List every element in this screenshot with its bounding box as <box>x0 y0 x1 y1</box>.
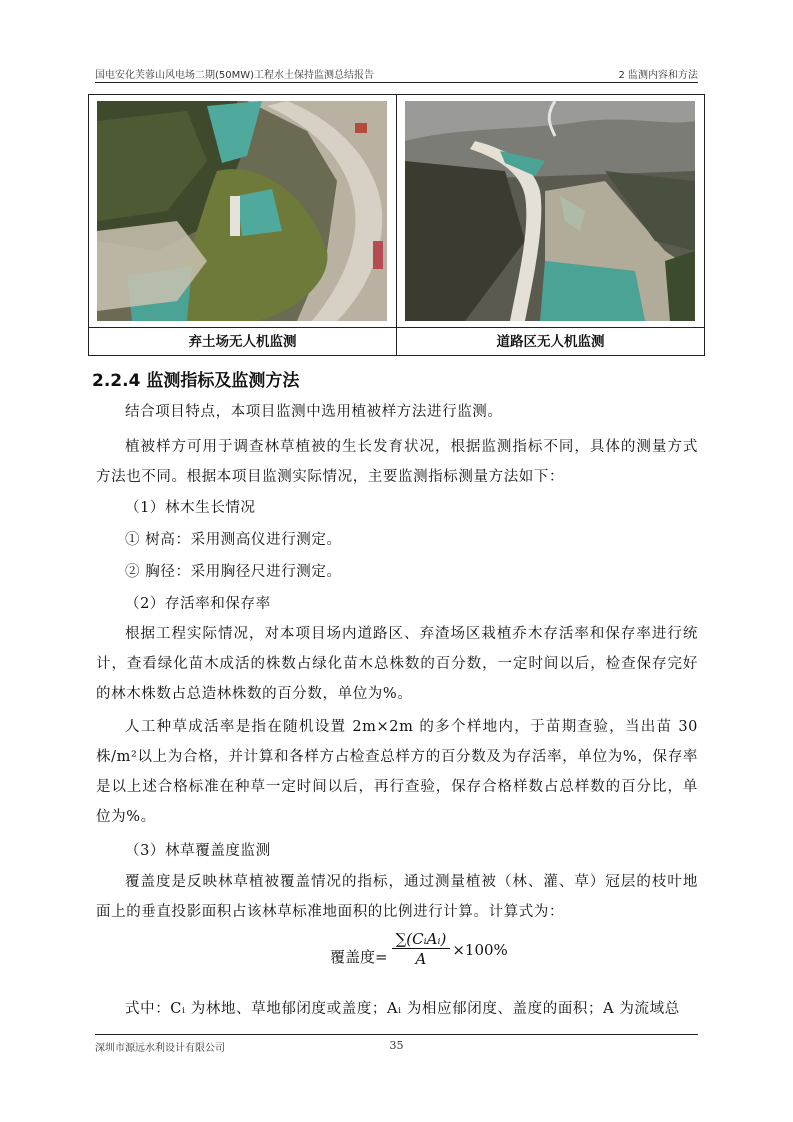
paragraph: 式中：Cᵢ 为林地、草地郁闭度或盖度；Aᵢ 为相应郁闭度、盖度的面积；A 为流域总 <box>125 1001 680 1017</box>
list-item: ② 胸径：采用胸径尺进行测定。 <box>125 564 342 580</box>
caption-cell-left <box>89 327 397 355</box>
photo-table <box>88 94 705 356</box>
coverage-formula <box>330 930 509 969</box>
list-heading: （1）林木生长情况 <box>125 500 256 516</box>
list-heading: （3）林草覆盖度监测 <box>125 843 271 859</box>
photo-cell-right <box>397 95 704 327</box>
caption-cell-right <box>397 327 704 355</box>
formula-label: 覆盖度= <box>330 948 388 966</box>
formula-denominator: A <box>415 950 427 968</box>
list-heading: （2）存活率和保存率 <box>125 596 271 612</box>
caption-road-area: 道路区无人机监测 <box>496 334 605 350</box>
road-area-drone-photo <box>405 101 695 321</box>
page-number: 35 <box>389 1039 404 1052</box>
footer-company: 深圳市源远水利设计有限公司 <box>95 1043 225 1054</box>
paragraph: 人工种草成活率是指在随机设置 2m×2m 的多个样地内，于苗期查验，当出苗 30 株/m²以上为合格，并计算和各样方占检查总样方的百分数及为存活率，单位为%，保存率是以上述合格标准在种草一定时间以后，再行查验，保存合格样数占总样数的百分比，单位为%。 <box>96 719 698 825</box>
formula-numerator: ∑(CᵢAᵢ) <box>395 930 447 948</box>
caption-spoil-site: 弃土场无人机监测 <box>188 334 297 350</box>
paragraph: 植被样方可用于调查林草植被的生长发育状况，根据监测指标不同，具体的测量方式方法也不同。根据本项目监测实际情况，主要监测指标测量方法如下： <box>96 439 698 485</box>
header-report-title: 国电安化芙蓉山风电场二期(50MW)工程水土保持监测总结报告 <box>95 70 375 81</box>
section-heading: 2.2.4 监测指标及监测方法 <box>92 371 300 391</box>
photo-cell-left <box>89 95 397 327</box>
formula-suffix: ×100% <box>452 940 508 959</box>
page-footer <box>95 1034 698 1053</box>
paragraph: 结合项目特点，本项目监测中选用植被样方法进行监测。 <box>125 404 503 420</box>
list-item: ① 树高：采用测高仪进行测定。 <box>125 532 342 548</box>
paragraph: 根据工程实际情况，对本项目场内道路区、弃渣场区栽植乔木存活率和保存率进行统计，查看绿化苗木成活的株数占绿化苗木总株数的百分数，一定时间以后，检查保存完好的林木株数占总造林株数的百分数，单位为%。 <box>96 626 698 702</box>
spoil-site-drone-photo <box>97 101 387 321</box>
page-header <box>95 64 698 83</box>
paragraph: 覆盖度是反映林草植被覆盖情况的指标，通过测量植被（林、灌、草）冠层的枝叶地面上的垂直投影面积占该林草标准地面积的比例进行计算。计算式为： <box>96 874 698 920</box>
header-chapter: 2 监测内容和方法 <box>618 70 698 81</box>
